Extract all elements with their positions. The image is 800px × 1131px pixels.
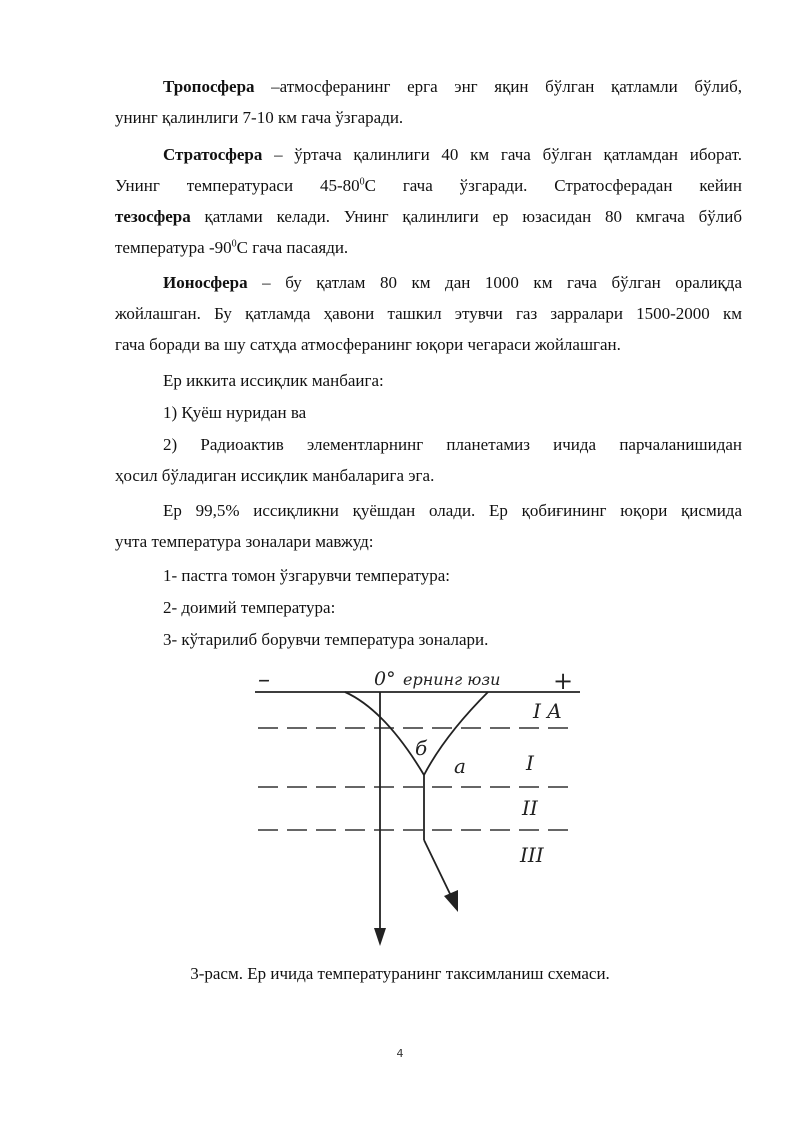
plus-label: + (553, 667, 574, 695)
zone-II-label: II (522, 796, 538, 820)
figure-caption: 3-расм. Ер ичида температуранинг таксимланиш схемаси. (190, 964, 610, 983)
term-troposphere: Тропосфера (163, 77, 255, 96)
term-stratosphere: Стратосфера (163, 145, 263, 164)
curve-a-label: а (454, 754, 466, 778)
term-ionosphere: Ионосфера (163, 273, 248, 292)
zone-IA-label: I A (533, 699, 562, 723)
zone-III-label: III (520, 843, 544, 867)
temperature-diagram (250, 660, 590, 955)
depth-axis-arrowhead (374, 928, 386, 946)
term-tezosphere: тезосфера (115, 207, 191, 226)
paragraph-troposphere: Тропосфера –атмосферанинг ерга энг яқин бўлган қатламли бўлиб, унинг қалинлиги 7-10 км гача ўзгаради. (115, 77, 742, 127)
minus-label: – (258, 665, 270, 693)
heat-sources-intro: Ер иккита иссиқлик манбаига: (163, 371, 384, 390)
rising-temperature-arrowhead (444, 890, 458, 912)
surface-label: ернинг юзи (403, 670, 501, 689)
temperature-distribution-figure (250, 660, 590, 955)
paragraph-ionosphere: Ионосфера – бу қатлам 80 км дан 1000 км гача бўлган оралиқда жойлашган. Бу қатламда ҳавони ташкил этувчи газ зарралари 1500-2000 км гача боради ва шу сатҳда атмосферанинг юқори чегараси жойлашган. (115, 273, 742, 354)
paragraph-stratosphere: Стратосфера – ўртача қалинлиги 40 км гача бўлган қатламдан иборат. Унинг температураси $45-80^0С$ гача ўзгаради. Стратосферадан кейин тезосфера қатлами келади. Унинг қалинлиги ер юзасидан 80 кмгача бўлиб температура $-90^0С$ гача пасаяди. (115, 145, 742, 257)
curve-b (345, 692, 424, 775)
heat-source-1: 1) Қуёш нуридан ва (163, 403, 307, 422)
zone-I-label: I (526, 751, 534, 775)
paragraph-sun-heat: Ер 99,5% иссиқликни қуёшдан олади. Ер қобиғининг юқори қисмида учта температура зоналари мавжуд: (115, 501, 742, 551)
page-number: 4 (396, 1047, 404, 1060)
heat-source-2: 2) Радиоактив элементларнинг планетамиз ичида парчаланишидан ҳосил бўладиган иссиқлик манбаларига эга. (115, 435, 742, 485)
curve-b-label: б (415, 736, 428, 760)
zone-item-3: 3- кўтарилиб борувчи температура зоналари. (163, 630, 489, 649)
zero-label: 0° (374, 668, 396, 690)
rising-temperature-line (424, 840, 452, 898)
zone-item-2: 2- доимий температура: (163, 598, 336, 617)
zone-item-1: 1- пастга томон ўзгарувчи температура: (163, 566, 451, 585)
